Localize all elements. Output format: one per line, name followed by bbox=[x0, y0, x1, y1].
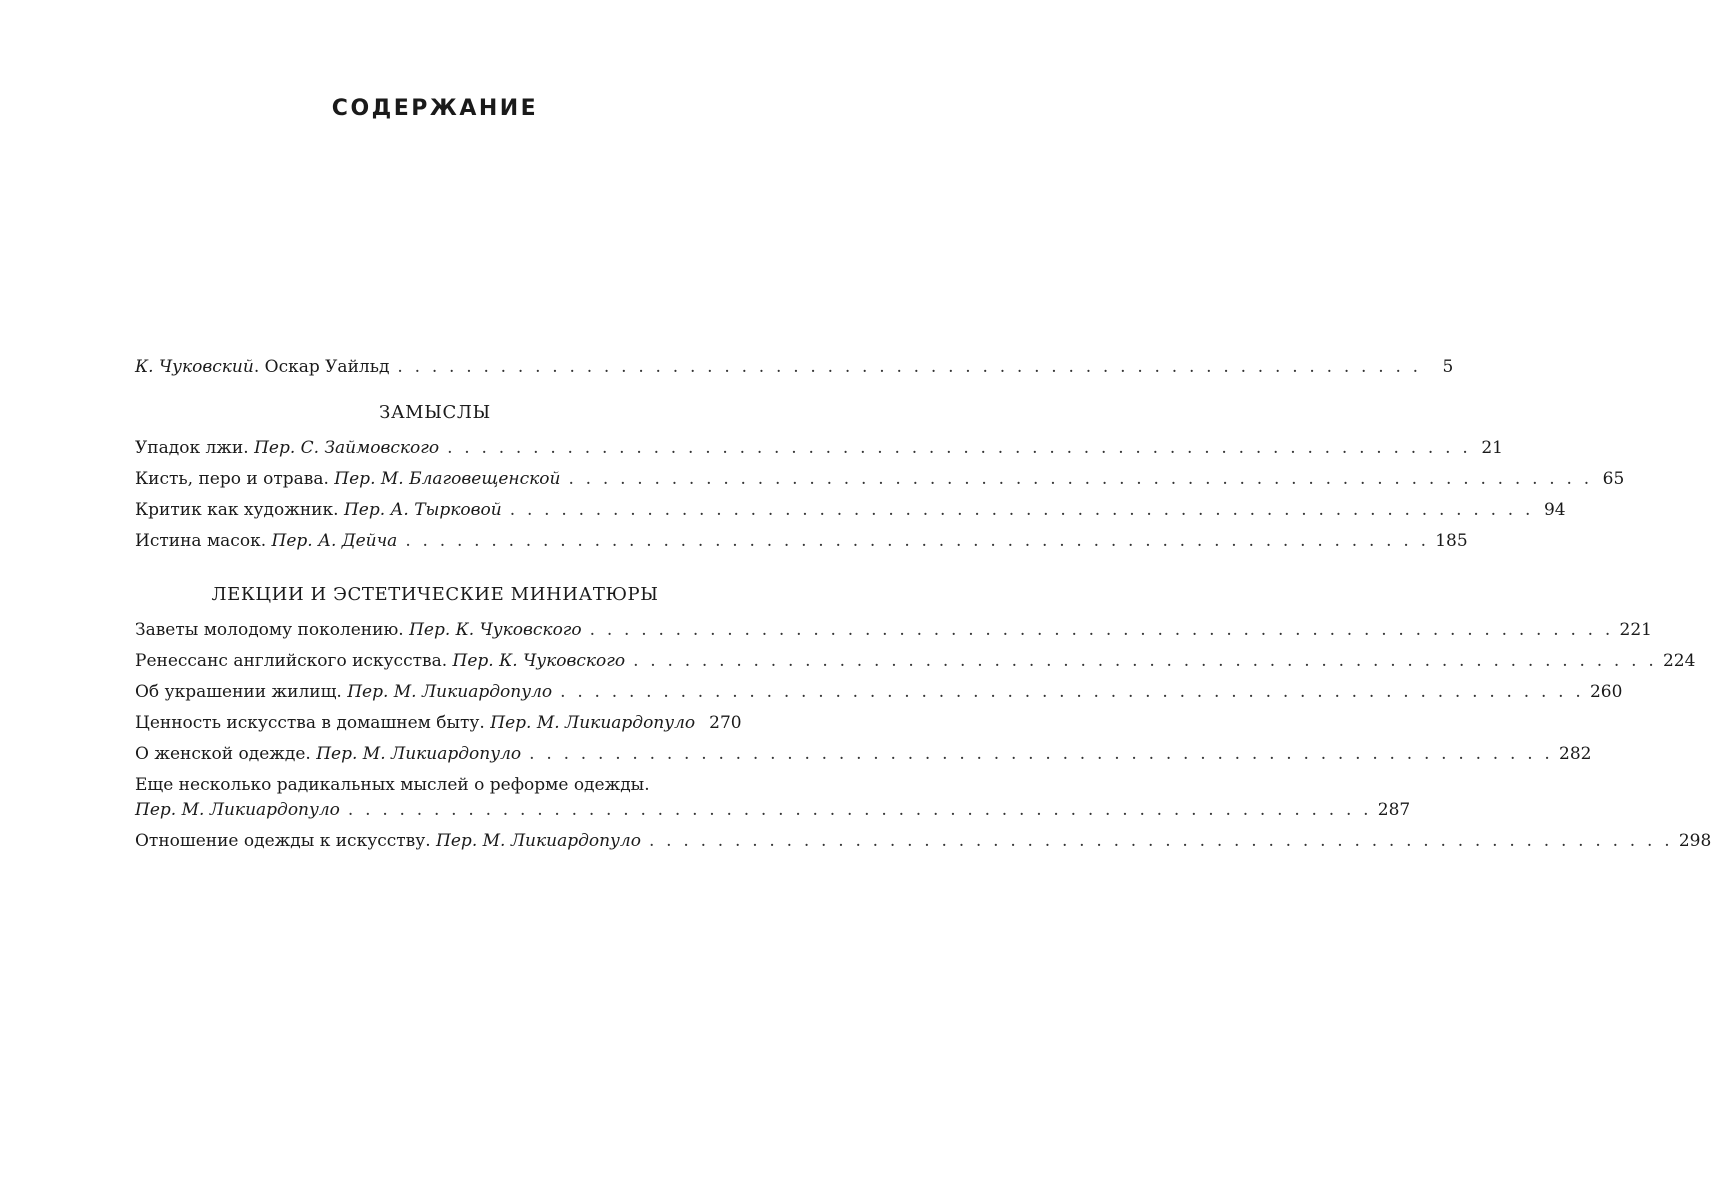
entry-title: Кисть, перо и отрава. bbox=[135, 469, 329, 489]
entry-translator: Пер. М. Ликиардопуло bbox=[316, 744, 522, 764]
entry-page-number: 298 bbox=[1678, 831, 1711, 851]
toc-entry[interactable] bbox=[135, 711, 742, 742]
entry-page-number: 270 bbox=[709, 713, 742, 733]
entry-translator: Пер. М. Ликиардопуло bbox=[347, 682, 553, 702]
dot-leader: . . . . . . . . . . . . . . . . . . . . . . . . . . . . . . . . . . . . . . . . . . . . . . . . . . . . . . . . . . . . bbox=[529, 744, 1554, 764]
entry-page-number: 5 bbox=[1442, 357, 1454, 377]
entry-title: Отношение одежды к искусству. bbox=[135, 831, 431, 851]
entry-translator: Пер. К. Чуковского bbox=[409, 620, 582, 640]
entry-translator: Пер. А. Дейча bbox=[271, 531, 398, 551]
dot-leader: . . . . . . . . . . . . . . . . . . . . . . . . . . . . . . . . . . . . . . . . . . . . . . . . . . . . . . . . . . . . bbox=[347, 800, 1372, 820]
entry-author: К. Чуковский bbox=[135, 357, 254, 377]
entry-page-number: 224 bbox=[1662, 651, 1696, 671]
entry-translator: Пер. К. Чуковского bbox=[452, 651, 626, 671]
entry-page-number: 94 bbox=[1543, 500, 1566, 520]
dot-leader: . . . . . . . . . . . . . . . . . . . . . . . . . . . . . . . . . . . . . . . . . . . . . . . . . . . . . . . . . . . . bbox=[397, 357, 1422, 377]
toc-entry-intro[interactable] bbox=[135, 355, 1454, 386]
entry-page-number: 21 bbox=[1481, 438, 1503, 458]
entry-separator: . bbox=[253, 357, 260, 377]
entry-title: О женской одежде. bbox=[135, 744, 311, 764]
entry-page-number: 260 bbox=[1589, 682, 1623, 702]
dot-leader: . . . . . . . . . . . . . . . . . . . . . . . . . . . . . . . . . . . . . . . . . . . . . . . . . . . . . . . . . . . . bbox=[405, 531, 1430, 551]
toc-entry[interactable] bbox=[135, 467, 1625, 498]
entry-title: Еще несколько радикальных мыслей о реформе одежды. bbox=[135, 775, 650, 795]
entry-page-number: 282 bbox=[1559, 744, 1592, 764]
entry-translator: Пер. С. Займовского bbox=[254, 438, 440, 458]
entry-translator: Пер. М. Ликиардопуло bbox=[490, 713, 696, 733]
page-title: СОДЕРЖАНИЕ bbox=[331, 96, 539, 121]
entry-title: Критик как художник. bbox=[135, 500, 339, 520]
entry-translator: Пер. А. Тырковой bbox=[343, 500, 502, 520]
toc-entry[interactable] bbox=[135, 529, 1468, 560]
entry-translator: Пер. М. Ликиардопуло bbox=[436, 831, 641, 851]
dot-leader: . . . . . . . . . . . . . . . . . . . . . . . . . . . . . . . . . . . . . . . . . . . . . . . . . . . . . . . . . . . . bbox=[509, 500, 1534, 520]
toc-entry[interactable] bbox=[135, 649, 1696, 680]
toc-entry[interactable] bbox=[135, 618, 1652, 649]
entry-title: Упадок лжи. bbox=[135, 438, 249, 458]
dot-leader: . . . . . . . . . . . . . . . . . . . . . . . . . . . . . . . . . . . . . . . . . . . . . . . . . . . . . . . . . . . . bbox=[633, 651, 1657, 671]
entry-title: Ценность искусства в домашнем быту. bbox=[135, 713, 485, 733]
entry-title: Истина масок. bbox=[135, 531, 267, 551]
entry-title: Заветы молодому поколению. bbox=[135, 620, 404, 640]
section-heading: ЛЕКЦИИ И ЭСТЕТИЧЕСКИЕ МИНИАТЮРЫ bbox=[211, 584, 659, 605]
toc-entry[interactable] bbox=[135, 829, 1711, 860]
section-heading: ЗАМЫСЛЫ bbox=[379, 402, 491, 423]
dot-leader: . . . . . . . . . . . . . . . . . . . . . . . . . . . . . . . . . . . . . . . . . . . . . . . . . . . . . . . . . . . . bbox=[589, 620, 1614, 640]
entry-translator: Пер. М. Ликиардопуло bbox=[135, 800, 340, 820]
toc-entry[interactable] bbox=[135, 498, 1566, 529]
toc-entry[interactable] bbox=[135, 742, 1592, 773]
dot-leader: . . . . . . . . . . . . . . . . . . . . . . . . . . . . . . . . . . . . . . . . . . . . . . . . . . . . . . . . . . . . bbox=[568, 469, 1593, 489]
toc-entry[interactable] bbox=[135, 680, 1623, 711]
table-of-contents bbox=[135, 355, 1711, 860]
dot-leader: . . . . . . . . . . . . . . . . . . . . . . . . . . . . . . . . . . . . . . . . . . . . . . . . . . . . . . . . . . . . bbox=[648, 831, 1673, 851]
entry-title: Об украшении жилищ. bbox=[135, 682, 342, 702]
toc-entry[interactable] bbox=[135, 773, 1411, 823]
entry-page-number: 221 bbox=[1619, 620, 1652, 640]
entry-title: Оскар Уайльд bbox=[264, 357, 390, 377]
dot-leader: . . . . . . . . . . . . . . . . . . . . . . . . . . . . . . . . . . . . . . . . . . . . . . . . . . . . . . . . . . . . bbox=[447, 438, 1471, 458]
dot-leader: . . . . . . . . . . . . . . . . . . . . . . . . . . . . . . . . . . . . . . . . . . . . . . . . . . . . . . . . . . . . bbox=[560, 682, 1584, 702]
entry-page-number: 287 bbox=[1377, 800, 1411, 820]
entry-page-number: 65 bbox=[1602, 469, 1625, 489]
entry-page-number: 185 bbox=[1435, 531, 1468, 551]
entry-title: Ренессанс английского искусства. bbox=[135, 651, 448, 671]
toc-entry[interactable] bbox=[135, 436, 1503, 467]
entry-translator: Пер. М. Благовещенской bbox=[334, 469, 561, 489]
